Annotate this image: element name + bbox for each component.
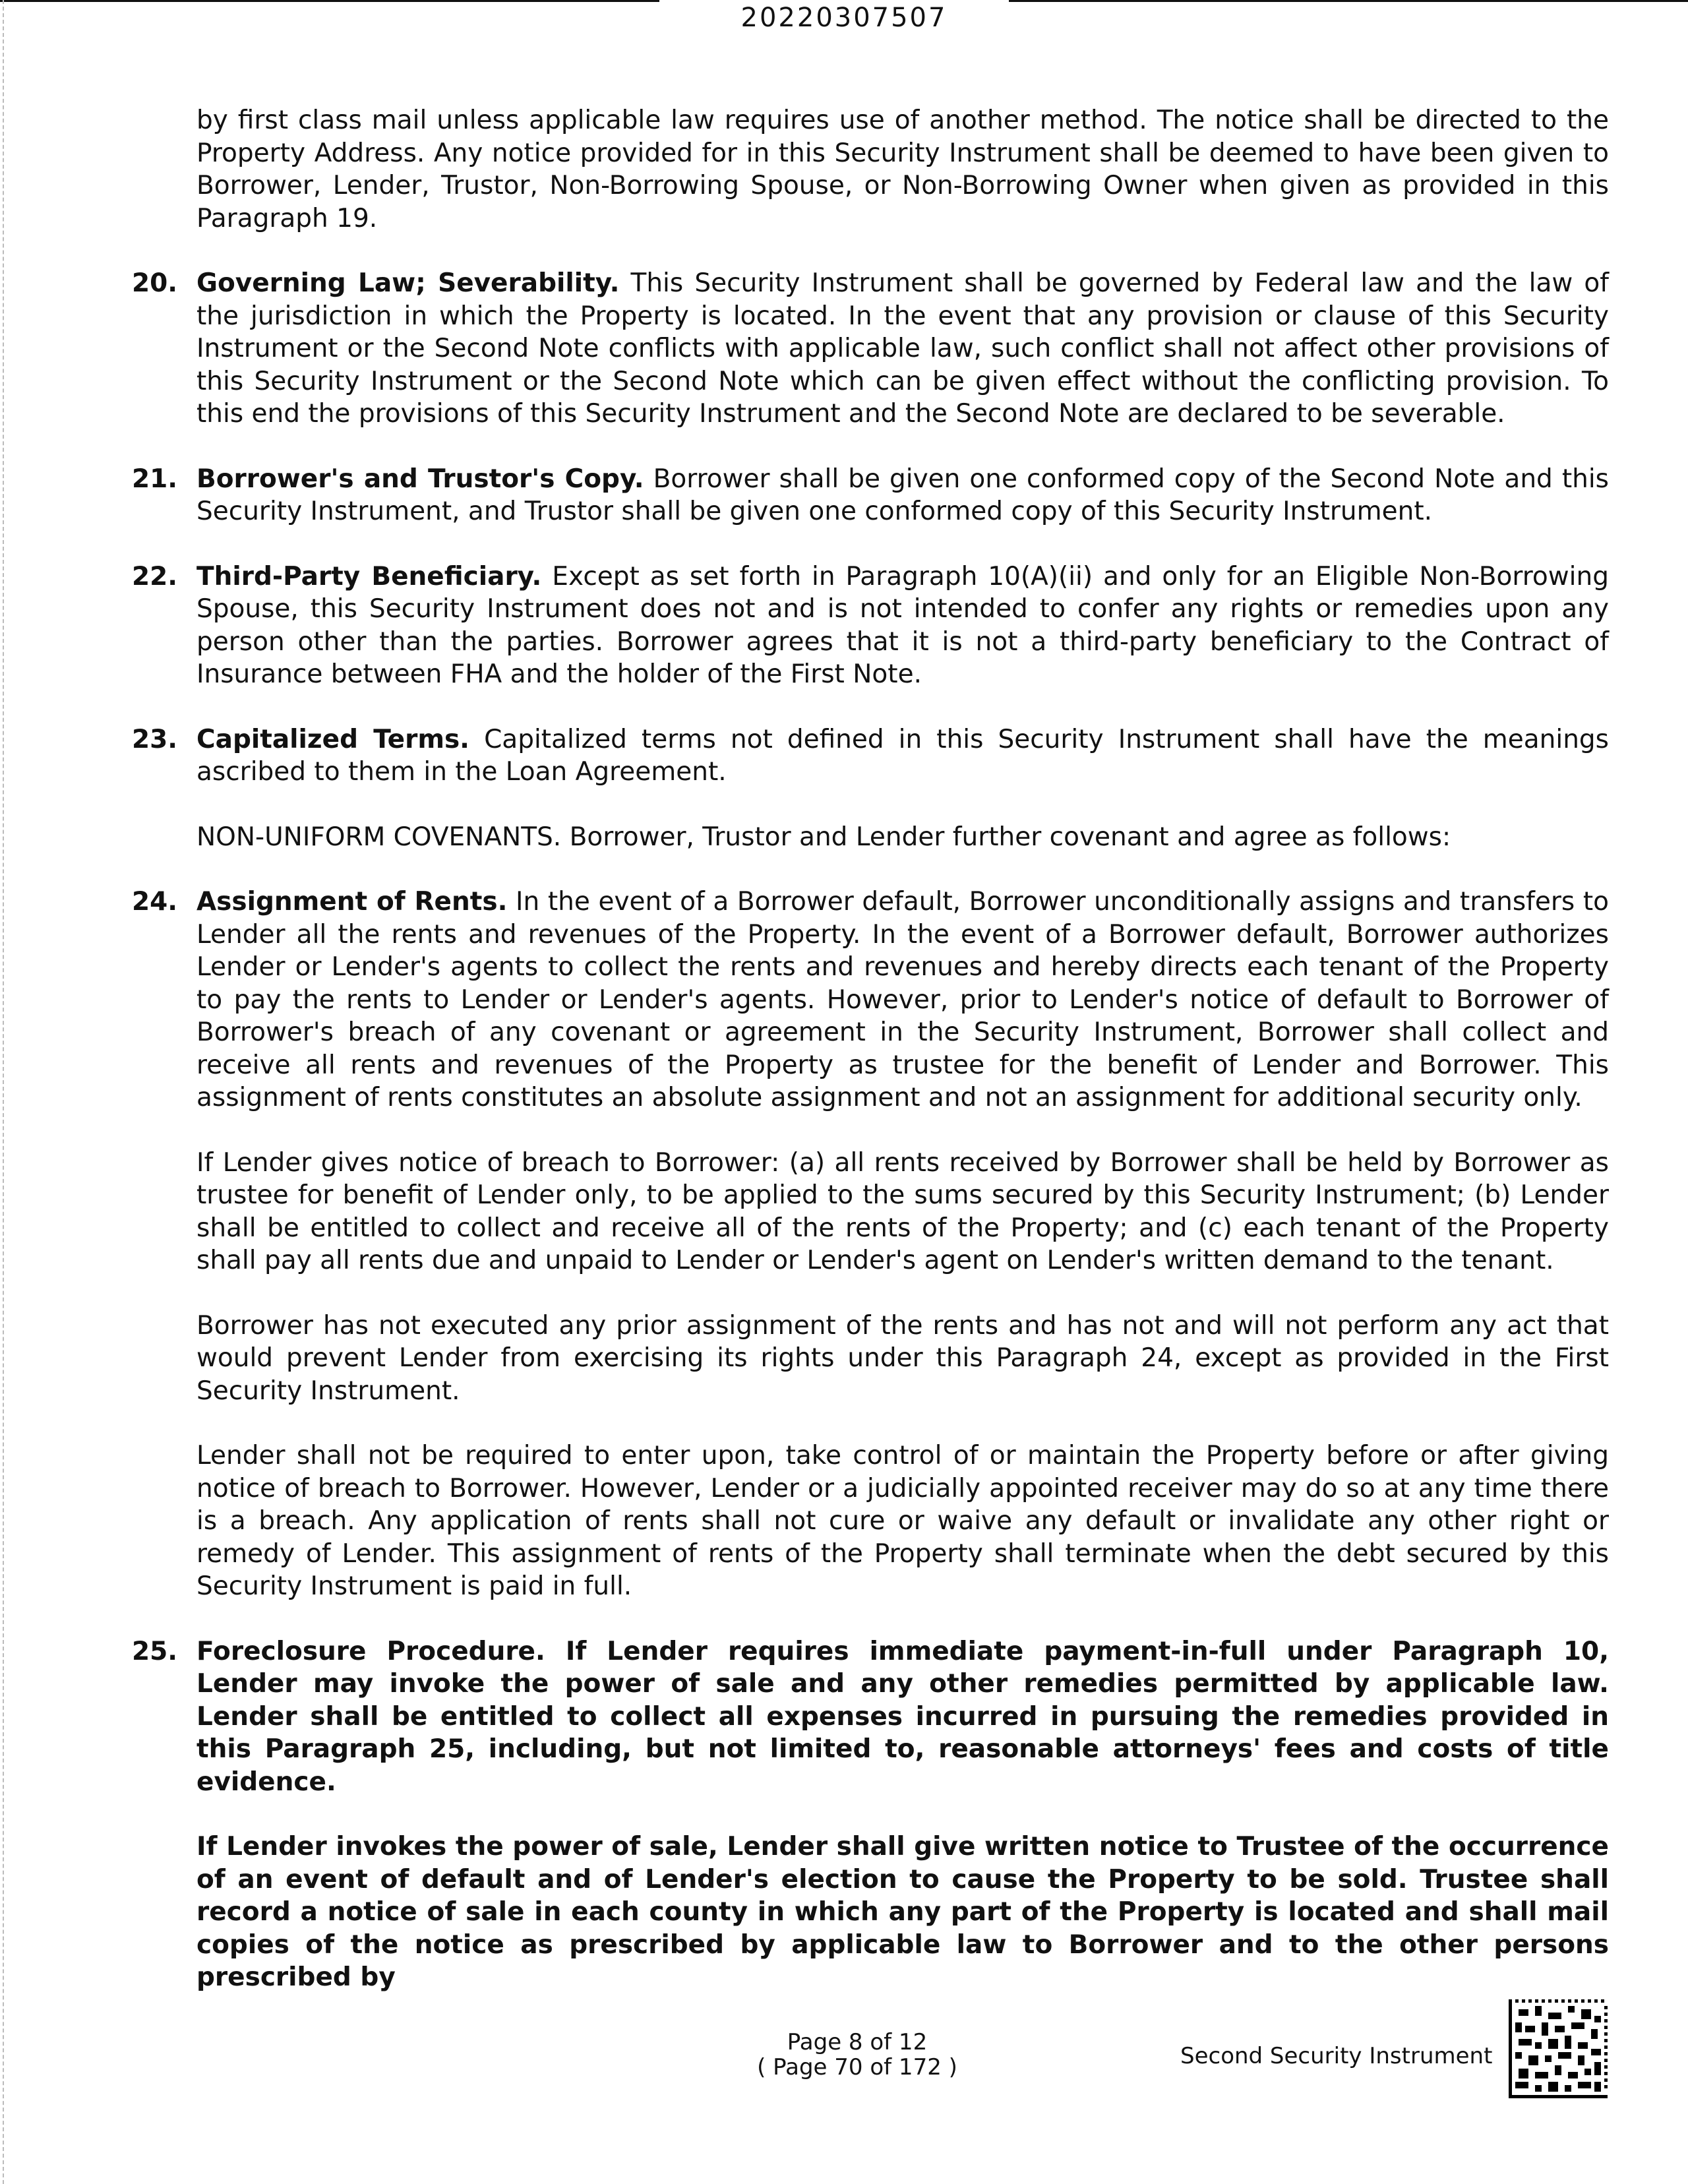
non-uniform-covenants: NON-UNIFORM COVENANTS. Borrower, Trustor and Lender further covenant and agree as follows: (196, 822, 1451, 852)
section-25 (125, 1635, 1609, 1799)
section-20 (125, 267, 1609, 431)
section-text: This Security Instrument shall be governed by Federal law and the law of the jurisdiction in which the Property is located. In the event that any provision or clause of this Security Instrument or the Second Note conflicts with applicable law, such conflict shall not affect other provisions of this Security Instrument or the Second Note which can be given effect without the conflicting provision. To this end the provisions of this Security Instrument and the Second Note are declared to be severable. (196, 268, 1609, 429)
section-title: Third-Party Beneficiary. (196, 561, 542, 592)
data-matrix-barcode (1509, 1999, 1608, 2098)
page-number: Page 8 of 12 (787, 2029, 928, 2055)
page-edge (3, 0, 4, 2184)
section-number: 21. (132, 464, 178, 494)
section-title: Governing Law; Severability. (196, 268, 620, 298)
section-24 (125, 886, 1609, 1114)
section-25-paragraph-2: If Lender invokes the power of sale, Lender shall give written notice to Trustee of the occurrence of an event of default and of Lender's election to cause the Property to be sold. Trustee shall record a notice of sale in each county in which any part of the Property is located and shall mail copies of the notice as prescribed by applicable law to Borrower and to the other persons prescribed by (196, 1832, 1609, 1992)
document-number: 20220307507 (740, 3, 948, 33)
section-text: Capitalized terms not defined in this Security Instrument shall have the meanings ascribed to them in the Loan Agreement. (196, 724, 1609, 787)
section-title: Assignment of Rents. (196, 887, 508, 917)
section-text: In the event of a Borrower default, Borrower unconditionally assigns and transfers to Lender all the rents and revenues of the Property. In the event of a Borrower default, Borrower authorizes Lender or Lender's agents to collect the rents and revenues and hereby directs each tenant of the Property to pay the rents to Lender or Lender's agents. However, prior to Lender's notice of default to Borrower of Borrower's breach of any covenant or agreement in the Security Instrument, Borrower shall collect and receive all rents and revenues of the Property as trustee for the benefit of Lender and Borrower. This assignment of rents constitutes an absolute assignment and not an assignment for additional security only. (196, 887, 1609, 1112)
document-body (125, 104, 1609, 1994)
header-rule-right (1009, 0, 1688, 2)
page-footer (686, 2030, 1029, 2080)
section-number: 23. (132, 724, 178, 754)
section-number: 22. (132, 561, 178, 592)
section-23 (125, 723, 1609, 789)
section-number: 25. (132, 1636, 178, 1666)
section-text: Borrower shall be given one conformed copy of the Second Note and this Security Instrument, and Trustor shall be given one conformed copy of this Security Instrument. (196, 464, 1609, 526)
section-text: If Lender requires immediate payment-in-full under Paragraph 10, Lender may invoke the power of sale and any other remedies permitted by applicable law. Lender shall be entitled to collect all expenses incurred in pursuing the remedies provided in this Paragraph 25, including, but not limited to, reasonable attorneys' fees and costs of title evidence. (196, 1636, 1610, 1797)
footer-document-label: Second Security Instrument (1180, 2043, 1493, 2069)
section-number: 24. (132, 887, 178, 917)
intro-paragraph: by first class mail unless applicable law requires use of another method. The notice shall be directed to the Property Address. Any notice provided for in this Security Instrument shall be deemed to have been given to Borrower, Lender, Trustor, Non-Borrowing Spouse, or Non-Borrowing Owner when given as provided in this Paragraph 19. (196, 106, 1609, 233)
section-text: Except as set forth in Paragraph 10(A)(ii) and only for an Eligible Non-Borrowing Spouse, this Security Instrument does not and is not intended to confer any rights or remedies upon any person other than the parties. Borrower agrees that it is not a third-party beneficiary to the Contract of Insurance between FHA and the holder of the First Note. (196, 561, 1609, 689)
section-22 (125, 561, 1609, 691)
section-title: Capitalized Terms. (196, 724, 469, 754)
section-24-paragraph-3: Borrower has not executed any prior assignment of the rents and has not and will not perform any act that would prevent Lender from exercising its rights under this Paragraph 24, except as provided in the First Security Instrument. (196, 1310, 1609, 1406)
header-rule-left (0, 0, 659, 2)
section-24-paragraph-2: If Lender gives notice of breach to Borrower: (a) all rents received by Borrower shall be held by Borrower as trustee for benefit of Lender only, to be applied to the sums secured by this Security Instrument; (b) Lender shall be entitled to collect and receive all of the rents of the Property; and (c) each tenant of the Property shall pay all rents due and unpaid to Lender or Lender's agent on Lender's written demand to the tenant. (196, 1147, 1609, 1275)
section-21 (125, 463, 1609, 528)
section-number: 20. (132, 268, 178, 298)
section-title: Borrower's and Trustor's Copy. (196, 464, 644, 494)
overall-page-number: ( Page 70 of 172 ) (757, 2054, 957, 2080)
section-24-paragraph-4: Lender shall not be required to enter upon, take control of or maintain the Property before or after giving notice of breach to Borrower. However, Lender or a judicially appointed receiver may do so at any time there is a breach. Any application of rents shall not cure or waive any default or invalidate any other right or remedy of Lender. This assignment of rents of the Property shall terminate when the debt secured by this Security Instrument is paid in full. (196, 1441, 1609, 1601)
section-title: Foreclosure Procedure. (196, 1636, 545, 1666)
